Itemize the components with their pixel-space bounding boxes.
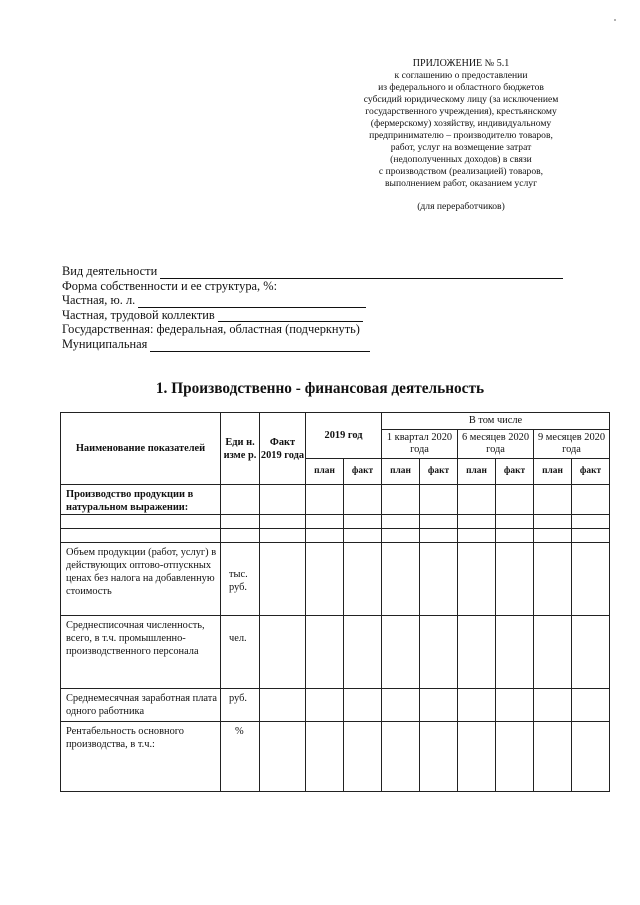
row-name: Среднесписочная численность, всего, в т.ч. промышленно-производственного персонала [61, 616, 221, 689]
table-row [61, 722, 610, 792]
cell[interactable] [420, 515, 458, 529]
header-fact: факт [496, 459, 534, 485]
cell[interactable] [420, 543, 458, 616]
row-unit [221, 485, 260, 515]
row-unit [221, 529, 260, 543]
appendix-line: государственного учреждения), крестьянскому [365, 106, 557, 117]
cell[interactable] [382, 722, 420, 792]
cell[interactable] [344, 485, 382, 515]
cell[interactable] [420, 529, 458, 543]
header-unit: Еди н. изме р. [221, 413, 260, 485]
state-label: Государственная: федеральная, областная (подчеркнуть) [62, 322, 360, 337]
cell[interactable] [344, 529, 382, 543]
row-unit: % [221, 722, 260, 792]
ownership-label: Форма собственности и ее структура, %: [62, 278, 278, 293]
row-unit: руб. [221, 689, 260, 722]
header-plan: план [458, 459, 496, 485]
municipal-field[interactable] [150, 340, 370, 352]
cell[interactable] [260, 543, 306, 616]
cell[interactable] [572, 616, 610, 689]
cell[interactable] [306, 616, 344, 689]
cell[interactable] [458, 485, 496, 515]
cell[interactable] [572, 485, 610, 515]
row-name: Объем продукции (работ, услуг) в действующих оптово-отпускных ценах без налога на добавленную стоимость [61, 543, 221, 616]
organization-form [62, 264, 563, 352]
cell[interactable] [382, 485, 420, 515]
cell[interactable] [382, 689, 420, 722]
cell[interactable] [534, 515, 572, 529]
row-name: Среднемесячная заработная плата одного работника [61, 689, 221, 722]
appendix-line: (недополученных доходов) в связи [390, 154, 532, 165]
cell[interactable] [344, 543, 382, 616]
cell[interactable] [344, 515, 382, 529]
cell[interactable] [306, 485, 344, 515]
row-unit: чел. [221, 616, 260, 689]
header-fact: факт [572, 459, 610, 485]
cell[interactable] [420, 722, 458, 792]
header-including: В том числе [382, 413, 610, 430]
header-plan: план [306, 459, 344, 485]
cell[interactable] [382, 515, 420, 529]
cell[interactable] [344, 722, 382, 792]
appendix-line: (фермерскому) хозяйству, индивидуальному [370, 118, 552, 129]
cell[interactable] [458, 722, 496, 792]
cell[interactable] [496, 722, 534, 792]
cell[interactable] [382, 543, 420, 616]
cell[interactable] [458, 543, 496, 616]
table-row [61, 689, 610, 722]
corner-mark [614, 19, 616, 21]
cell[interactable] [496, 689, 534, 722]
activity-row [62, 264, 563, 279]
cell[interactable] [572, 529, 610, 543]
appendix-line: предпринимателю – производителю товаров, [369, 130, 553, 141]
row-name: Производство продукции в натуральном выражении: [61, 485, 221, 515]
row-name [61, 515, 221, 529]
cell[interactable] [534, 616, 572, 689]
table-row [61, 543, 610, 616]
private-legal-label: Частная, ю. л. [62, 293, 136, 308]
row-name: Рентабельность основного производства, в т.ч.: [61, 722, 221, 792]
appendix-header [330, 58, 592, 213]
cell[interactable] [534, 485, 572, 515]
cell[interactable] [260, 616, 306, 689]
cell[interactable] [344, 689, 382, 722]
cell[interactable] [572, 515, 610, 529]
header-fact: факт [420, 459, 458, 485]
cell[interactable] [420, 689, 458, 722]
financial-activity-table [60, 412, 610, 792]
header-period-9m: 9 месяцев 2020 года [534, 430, 610, 459]
private-legal-field[interactable] [138, 296, 366, 308]
cell[interactable] [534, 529, 572, 543]
cell[interactable] [382, 529, 420, 543]
header-year-2019: 2019 год [306, 413, 382, 459]
header-indicator: Наименование показателей [61, 413, 221, 485]
ownership-row [62, 279, 563, 294]
cell[interactable] [496, 543, 534, 616]
appendix-line: работ, услуг на возмещение затрат [390, 142, 532, 153]
cell[interactable] [534, 689, 572, 722]
appendix-line: субсидий юридическому лицу (за исключением [363, 94, 559, 105]
header-fact-2019: Факт 2019 года [260, 413, 306, 485]
appendix-subtitle: (для переработчиков) [417, 201, 505, 212]
header-period-q1: 1 квартал 2020 года [382, 430, 458, 459]
cell[interactable] [534, 722, 572, 792]
cell[interactable] [496, 616, 534, 689]
cell[interactable] [420, 485, 458, 515]
table-row [61, 529, 610, 543]
cell[interactable] [572, 543, 610, 616]
cell[interactable] [420, 616, 458, 689]
cell[interactable] [458, 529, 496, 543]
cell[interactable] [260, 529, 306, 543]
cell[interactable] [534, 543, 572, 616]
appendix-line: с производством (реализацией) товаров, [378, 166, 544, 177]
header-plan: план [534, 459, 572, 485]
cell[interactable] [458, 616, 496, 689]
table-row [61, 515, 610, 529]
row-name [61, 529, 221, 543]
activity-label: Вид деятельности [62, 264, 158, 278]
cell[interactable] [344, 616, 382, 689]
cell[interactable] [496, 485, 534, 515]
cell[interactable] [260, 689, 306, 722]
private-labor-field[interactable] [218, 310, 363, 322]
cell[interactable] [496, 529, 534, 543]
table-row [61, 485, 610, 515]
row-unit: тыс. руб. [221, 543, 260, 616]
header-fact: факт [344, 459, 382, 485]
appendix-line: из федерального и областного бюджетов [378, 82, 544, 93]
cell[interactable] [306, 515, 344, 529]
cell[interactable] [260, 722, 306, 792]
cell[interactable] [382, 616, 420, 689]
section-title: 1. Производственно - финансовая деятельность [155, 380, 485, 397]
cell[interactable] [306, 543, 344, 616]
header-period-6m: 6 месяцев 2020 года [458, 430, 534, 459]
state-row [62, 322, 563, 337]
private-legal-row [62, 293, 563, 308]
cell[interactable] [572, 689, 610, 722]
cell[interactable] [306, 722, 344, 792]
private-labor-row [62, 308, 563, 323]
header-plan: план [382, 459, 420, 485]
cell[interactable] [260, 515, 306, 529]
cell[interactable] [458, 689, 496, 722]
row-unit [221, 515, 260, 529]
cell[interactable] [572, 722, 610, 792]
cell[interactable] [260, 485, 306, 515]
municipal-label: Муниципальная [62, 336, 148, 351]
appendix-line: к соглашению о предоставлении [394, 70, 528, 81]
municipal-row [62, 337, 563, 352]
activity-field[interactable] [160, 267, 563, 279]
cell[interactable] [306, 529, 344, 543]
appendix-title: ПРИЛОЖЕНИЕ № 5.1 [412, 58, 510, 69]
cell[interactable] [496, 515, 534, 529]
cell[interactable] [458, 515, 496, 529]
table-row [61, 616, 610, 689]
cell[interactable] [306, 689, 344, 722]
appendix-line: выполнением работ, оказанием услуг [384, 178, 538, 189]
private-labor-label: Частная, трудовой коллектив [62, 307, 215, 322]
